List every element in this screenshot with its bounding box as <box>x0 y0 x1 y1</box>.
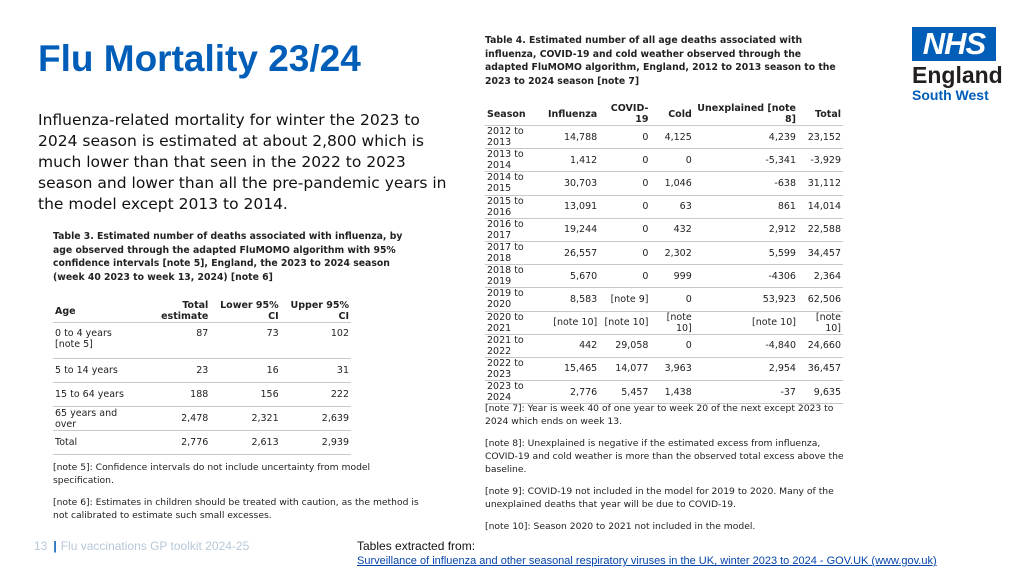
table-cell: 2019 to 2020 <box>485 288 546 311</box>
table-cell: 5,457 <box>599 381 650 404</box>
table-cell: 29,058 <box>599 334 650 357</box>
note-7: [note 7]: Year is week 40 of one year to week 20 of the next except 2023 to 2024 which ends on week 13. <box>485 403 834 427</box>
table-cell: 0 <box>650 149 693 172</box>
table-cell: 36,457 <box>798 357 843 380</box>
table-cell: 0 <box>650 334 693 357</box>
table-row <box>485 288 843 311</box>
table-cell: -4306 <box>694 265 798 288</box>
note-6: [note 6]: Estimates in children should be treated with caution, as the method is not calibrated to estimate such small excesses. <box>53 497 419 521</box>
table-cell: 23,152 <box>798 126 843 149</box>
table-cell: 13,091 <box>546 195 599 218</box>
table-row <box>53 323 351 359</box>
table-row <box>485 149 843 172</box>
table-cell: 4,239 <box>694 126 798 149</box>
note-5: [note 5]: Confidence intervals do not include uncertainty from model specification. <box>53 462 371 486</box>
source-block <box>357 539 937 567</box>
table-cell: [note 10] <box>546 311 599 334</box>
table-cell: Total <box>53 431 134 455</box>
table-cell: 2014 to 2015 <box>485 172 546 195</box>
table4-header-cold: Cold <box>668 108 692 120</box>
table4-body <box>485 126 843 404</box>
footer-separator: | <box>53 539 57 553</box>
table4-header-total: Total <box>815 108 841 120</box>
table-row <box>53 431 351 455</box>
note-8: [note 8]: Unexplained is negative if the estimated excess from influenza, COVID-19 and cold weather is more than the observed total excess above the baseline. <box>485 438 844 475</box>
table3-header-lower-ci: Lower 95% CI <box>220 300 279 322</box>
table-cell: 26,557 <box>546 241 599 264</box>
table-row <box>485 126 843 149</box>
table3-header-total: Total estimate <box>161 300 209 322</box>
nhs-england-logo <box>912 26 1003 103</box>
table-cell: 2,776 <box>546 381 599 404</box>
table-cell: 0 <box>599 172 650 195</box>
table-cell: 2022 to 2023 <box>485 357 546 380</box>
table-cell: 1,046 <box>650 172 693 195</box>
page-number: 13 <box>34 539 48 553</box>
logo-subregion: South West <box>912 87 989 103</box>
table-row <box>485 381 843 404</box>
table-cell: 2015 to 2016 <box>485 195 546 218</box>
table-row <box>485 172 843 195</box>
table-cell: 31 <box>281 359 351 383</box>
table-row <box>53 359 351 383</box>
table-cell: 2,321 <box>210 407 280 431</box>
table-cell: 156 <box>210 383 280 407</box>
table-cell: [note 10] <box>798 311 843 334</box>
table-cell: 9,635 <box>798 381 843 404</box>
table4-header-influenza: Influenza <box>547 108 598 120</box>
table-cell: 2,639 <box>281 407 351 431</box>
nhs-logo-badge: NHS <box>912 27 996 61</box>
table-cell: 2013 to 2014 <box>485 149 546 172</box>
table-cell: 222 <box>281 383 351 407</box>
table-cell: 3,963 <box>650 357 693 380</box>
table-cell: 8,583 <box>546 288 599 311</box>
table-cell: 2,364 <box>798 265 843 288</box>
table3-header-row <box>53 300 351 323</box>
table3-header-age: Age <box>55 305 76 317</box>
table3-header-upper-ci: Upper 95% CI <box>290 300 349 322</box>
table3-notes <box>53 461 433 531</box>
table4-header-covid: COVID-19 <box>610 103 649 125</box>
table-cell: 0 <box>599 218 650 241</box>
table-row <box>485 265 843 288</box>
slide-footer <box>34 539 249 553</box>
table-cell: 2020 to 2021 <box>485 311 546 334</box>
table-cell: 30,703 <box>546 172 599 195</box>
table-cell: 2,613 <box>210 431 280 455</box>
table-cell: 2023 to 2024 <box>485 381 546 404</box>
note-10: [note 10]: Season 2020 to 2021 not included in the model. <box>485 521 756 532</box>
table-row <box>485 334 843 357</box>
table-cell: 1,412 <box>546 149 599 172</box>
table-cell: 24,660 <box>798 334 843 357</box>
table-cell: 0 <box>650 288 693 311</box>
table-cell: 63 <box>650 195 693 218</box>
table-cell: 31,112 <box>798 172 843 195</box>
table-cell: 2,478 <box>134 407 210 431</box>
table-cell: 2017 to 2018 <box>485 241 546 264</box>
table-cell: -37 <box>694 381 798 404</box>
table-cell: -4,840 <box>694 334 798 357</box>
table4-notes <box>485 402 845 542</box>
table-cell: [note 10] <box>599 311 650 334</box>
table3-caption: Table 3. Estimated number of deaths associated with influenza, by age observed through the adapted FluMOMO algorithm with 95% confidence intervals [note 5], England, the 2023 to 2024 season (week 40 2023 to week 13, 2024) [note 6] <box>53 231 403 283</box>
table4-header-season: Season <box>487 108 526 120</box>
table3-section <box>53 230 423 455</box>
table-cell: -5,341 <box>694 149 798 172</box>
table-cell: [note 10] <box>694 311 798 334</box>
table-cell: 2018 to 2019 <box>485 265 546 288</box>
table-cell: 4,125 <box>650 126 693 149</box>
table-cell: 5,670 <box>546 265 599 288</box>
table-cell: 5 to 14 years <box>53 359 134 383</box>
table4-section <box>485 34 845 404</box>
table-cell: [note 10] <box>650 311 693 334</box>
table-cell: 0 <box>599 195 650 218</box>
intro-paragraph: Influenza-related mortality for winter the 2023 to 2024 season is estimated at about 2,800 which is much lower than that seen in the 2022 to 2023 season and lower than all the pre-pandemic years in the model except 2013 to 2014. <box>38 111 447 213</box>
table-cell: 0 to 4 years [note 5] <box>53 323 134 359</box>
table-cell: 2,912 <box>694 218 798 241</box>
table3-body <box>53 323 351 455</box>
table-cell: -3,929 <box>798 149 843 172</box>
table-cell: 2016 to 2017 <box>485 218 546 241</box>
table-cell: 5,599 <box>694 241 798 264</box>
slide-title: Flu Mortality 23/24 <box>38 38 361 79</box>
table4-header-unexplained: Unexplained [note 8] <box>697 103 796 125</box>
table4-header-row <box>485 103 843 126</box>
source-link[interactable]: Surveillance of influenza and other seasonal respiratory viruses in the UK, winter 2023 to 2024 - GOV.UK (www.gov.uk) <box>357 555 937 567</box>
source-label: Tables extracted from: <box>357 539 476 553</box>
table-cell: 0 <box>599 265 650 288</box>
table-row <box>53 407 351 431</box>
table-cell: 999 <box>650 265 693 288</box>
logo-region: England <box>912 62 1003 88</box>
table-cell: 2,939 <box>281 431 351 455</box>
table-cell: 0 <box>599 126 650 149</box>
table4-caption: Table 4. Estimated number of all age deaths associated with influenza, COVID-19 and cold weather observed through the adapted FluMOMO algorithm, England, 2012 to 2013 season to the 2023 to 2024 season [note 7] <box>485 35 836 87</box>
table-row <box>485 311 843 334</box>
table-cell: 861 <box>694 195 798 218</box>
table-cell: 432 <box>650 218 693 241</box>
table-cell: 0 <box>599 241 650 264</box>
note-9: [note 9]: COVID-19 not included in the model for 2019 to 2020. Many of the unexplained deaths that year will be due to COVID-19. <box>485 486 834 510</box>
table-cell: 102 <box>281 323 351 359</box>
table-cell: 53,923 <box>694 288 798 311</box>
table-row <box>485 195 843 218</box>
table-row <box>485 357 843 380</box>
table-cell: 1,438 <box>650 381 693 404</box>
footer-text: Flu vaccinations GP toolkit 2024-25 <box>60 539 250 553</box>
table-cell: 442 <box>546 334 599 357</box>
table-cell: 0 <box>599 149 650 172</box>
table-cell: 34,457 <box>798 241 843 264</box>
table-cell: 14,788 <box>546 126 599 149</box>
table-cell: 15,465 <box>546 357 599 380</box>
table-row <box>53 383 351 407</box>
table-cell: 2012 to 2013 <box>485 126 546 149</box>
table-cell: 19,244 <box>546 218 599 241</box>
table-cell: 188 <box>134 383 210 407</box>
table3 <box>53 300 351 455</box>
table-cell: 14,014 <box>798 195 843 218</box>
table-cell: 2021 to 2022 <box>485 334 546 357</box>
table-cell: 2,302 <box>650 241 693 264</box>
table-cell: 73 <box>210 323 280 359</box>
table-cell: 87 <box>134 323 210 359</box>
table-cell: 16 <box>210 359 280 383</box>
table-cell: -638 <box>694 172 798 195</box>
table-cell: 23 <box>134 359 210 383</box>
table-cell: [note 9] <box>599 288 650 311</box>
table-cell: 22,588 <box>798 218 843 241</box>
table-cell: 15 to 64 years <box>53 383 134 407</box>
table-cell: 14,077 <box>599 357 650 380</box>
table-row <box>485 241 843 264</box>
table-cell: 2,954 <box>694 357 798 380</box>
table-row <box>485 218 843 241</box>
table4 <box>485 103 843 404</box>
table-cell: 2,776 <box>134 431 210 455</box>
table-cell: 62,506 <box>798 288 843 311</box>
table-cell: 65 years and over <box>53 407 134 431</box>
